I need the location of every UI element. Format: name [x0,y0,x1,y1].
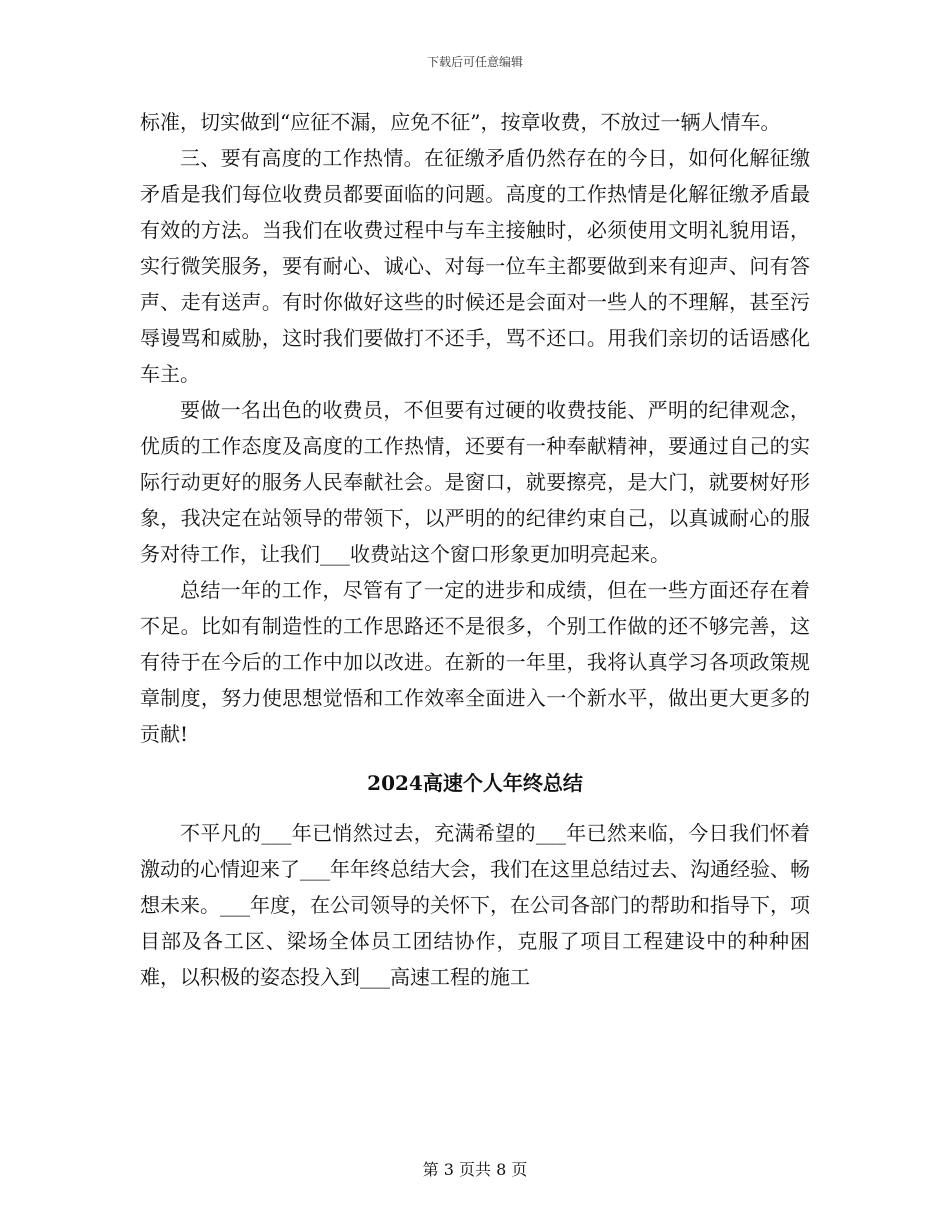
paragraph-continuation: 标准，切实做到“应征不漏，应免不征”，按章收费，不放过一辆人情车。 [140,110,781,134]
paragraph-intro: 不平凡的___年已悄然过去，充满希望的___年已然来临，今日我们怀着激动的心情迎来了___年年终总结大会，我们在这里总结过去、沟通经验、畅想未来。___年度，在公司领导的关怀下，在公司各部门的帮助和指导下，项目部及各工区、梁场全体员工团结协作，克服了项目工程建设中的种种困难，以积极的姿态投入到___高速工程的施工 [140,821,810,989]
paragraph-dedication: 要做一名出色的收费员，不但要有过硬的收费技能、严明的纪律观念，优质的工作态度及高度的工作热情，还要有一种奉献精神，要通过自己的实际行动更好的服务人民奉献社会。是窗口，就要擦亮，是大门，就要树好形象，我决定在站领导的带领下，以严明的的纪律约束自己，以真诚耐心的服务对待工作，让我们___收费站这个窗口形象更加明亮起来。 [140,398,810,566]
paragraph-work-enthusiasm: 三、要有高度的工作热情。在征缴矛盾仍然存在的今日，如何化解征缴矛盾是我们每位收费员都要面临的问题。高度的工作热情是化解征缴矛盾最有效的方法。当我们在收费过程中与车主接触时，必须使用文明礼貌用语，实行微笑服务，要有耐心、诚心、对每一位车主都要做到来有迎声、问有答声、走有送声。有时你做好这些的时候还是会面对一些人的不理解，甚至污辱谩骂和威胁，这时我们要做打不还手，骂不还口。用我们亲切的话语感化车主。 [140,146,810,386]
paragraph-year-summary: 总结一年的工作，尽管有了一定的进步和成绩，但在一些方面还存在着不足。比如有制造性的工作思路还不是很多，个别工作做的还不够完善，这有待于在今后的工作中加以改进。在新的一年里，我将认真学习各项政策规章制度，努力使思想觉悟和工作效率全面进入一个新水平，做出更大更多的贡献! [140,578,810,746]
page-footer: 第 3 页共 8 页 [422,1160,528,1179]
document-body [140,104,810,995]
section-title: 2024高速个人年终总结 [367,771,583,795]
page-header: 下载后可任意编辑 [426,55,523,69]
